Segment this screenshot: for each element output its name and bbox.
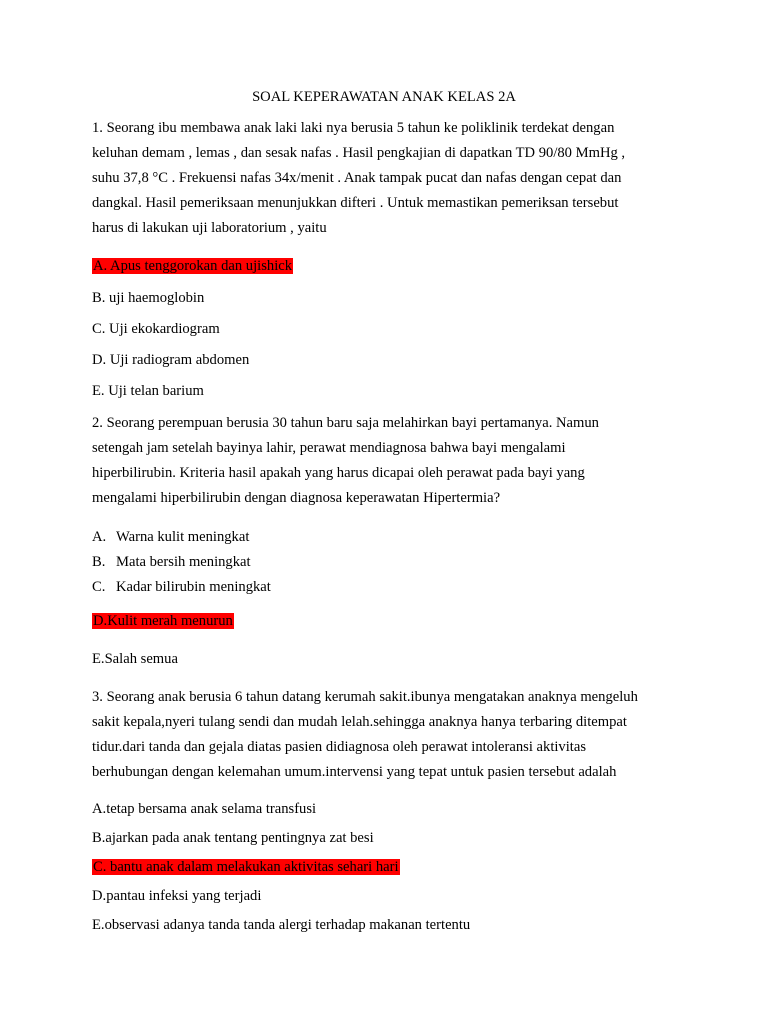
- question-2-option-b: [92, 554, 251, 571]
- question-1-option-a: [92, 258, 293, 275]
- question-1-option-d: D. Uji radiogram abdomen: [92, 352, 250, 368]
- option-text: Mata bersih meningkat: [116, 554, 251, 570]
- question-1-line-3: suhu 37,8 °C . Frekuensi nafas 34x/menit . Anak tampak pucat dan nafas dengan cepat dan: [92, 170, 622, 186]
- question-2-line-2: setengah jam setelah bayinya lahir, perawat mendiagnosa bahwa bayi mengalami: [92, 440, 566, 456]
- question-3-line-3: tidur.dari tanda dan gejala diatas pasien didiagnosa oleh perawat intoleransi aktivitas: [92, 739, 586, 755]
- question-3-option-a: A.tetap bersama anak selama transfusi: [92, 801, 317, 817]
- question-1-option-c: C. Uji ekokardiogram: [92, 321, 220, 337]
- question-2-line-1: 2. Seorang perempuan berusia 30 tahun baru saja melahirkan bayi pertamanya. Namun: [92, 415, 599, 431]
- question-2-line-3: hiperbilirubin. Kriteria hasil apakah yang harus dicapai oleh perawat pada bayi yang: [92, 465, 585, 481]
- option-label: A.: [92, 529, 107, 545]
- question-3-option-b: B.ajarkan pada anak tentang pentingnya zat besi: [92, 830, 374, 846]
- question-2-option-a: [92, 529, 249, 546]
- question-3-option-d: D.pantau infeksi yang terjadi: [92, 888, 262, 904]
- option-label: C.: [92, 579, 106, 595]
- option-text: Kadar bilirubin meningkat: [116, 579, 271, 595]
- option-text: Warna kulit meningkat: [116, 529, 250, 545]
- page-title: SOAL KEPERAWATAN ANAK KELAS 2A: [252, 89, 516, 105]
- option-label: B.: [92, 554, 106, 570]
- answer-highlight: C. bantu anak dalam melakukan aktivitas sehari hari: [93, 859, 399, 875]
- question-2-option-d: [92, 613, 234, 630]
- question-1-line-2: keluhan demam , lemas , dan sesak nafas . Hasil pengkajian di dapatkan TD 90/80 MmHg ,: [92, 145, 626, 161]
- answer-highlight: D.Kulit merah menurun: [93, 613, 233, 629]
- question-2-option-e: E.Salah semua: [92, 651, 178, 667]
- question-1-option-e: E. Uji telan barium: [92, 383, 204, 399]
- question-3-line-4: berhubungan dengan kelemahan umum.intervensi yang tepat untuk pasien tersebut adalah: [92, 764, 617, 780]
- question-1-line-5: harus di lakukan uji laboratorium , yaitu: [92, 220, 327, 236]
- question-3-line-2: sakit kepala,nyeri tulang sendi dan mudah lelah.sehingga anaknya hanya terbaring ditempat: [92, 714, 627, 730]
- question-1-option-b: B. uji haemoglobin: [92, 290, 205, 306]
- answer-highlight: A. Apus tenggorokan dan ujishick: [93, 258, 293, 274]
- question-3-option-e: E.observasi adanya tanda tanda alergi terhadap makanan tertentu: [92, 917, 471, 933]
- question-1-line-4: dangkal. Hasil pemeriksaan menunjukkan difteri . Untuk memastikan pemeriksan tersebut: [92, 195, 619, 211]
- question-3-line-1: 3. Seorang anak berusia 6 tahun datang kerumah sakit.ibunya mengatakan anaknya mengeluh: [92, 689, 638, 705]
- question-2-line-4: mengalami hiperbilirubin dengan diagnosa keperawatan Hipertermia?: [92, 490, 501, 506]
- question-2-option-c: [92, 579, 271, 596]
- question-1-line-1: 1. Seorang ibu membawa anak laki laki nya berusia 5 tahun ke poliklinik terdekat dengan: [92, 120, 615, 136]
- question-3-option-c: [92, 859, 400, 876]
